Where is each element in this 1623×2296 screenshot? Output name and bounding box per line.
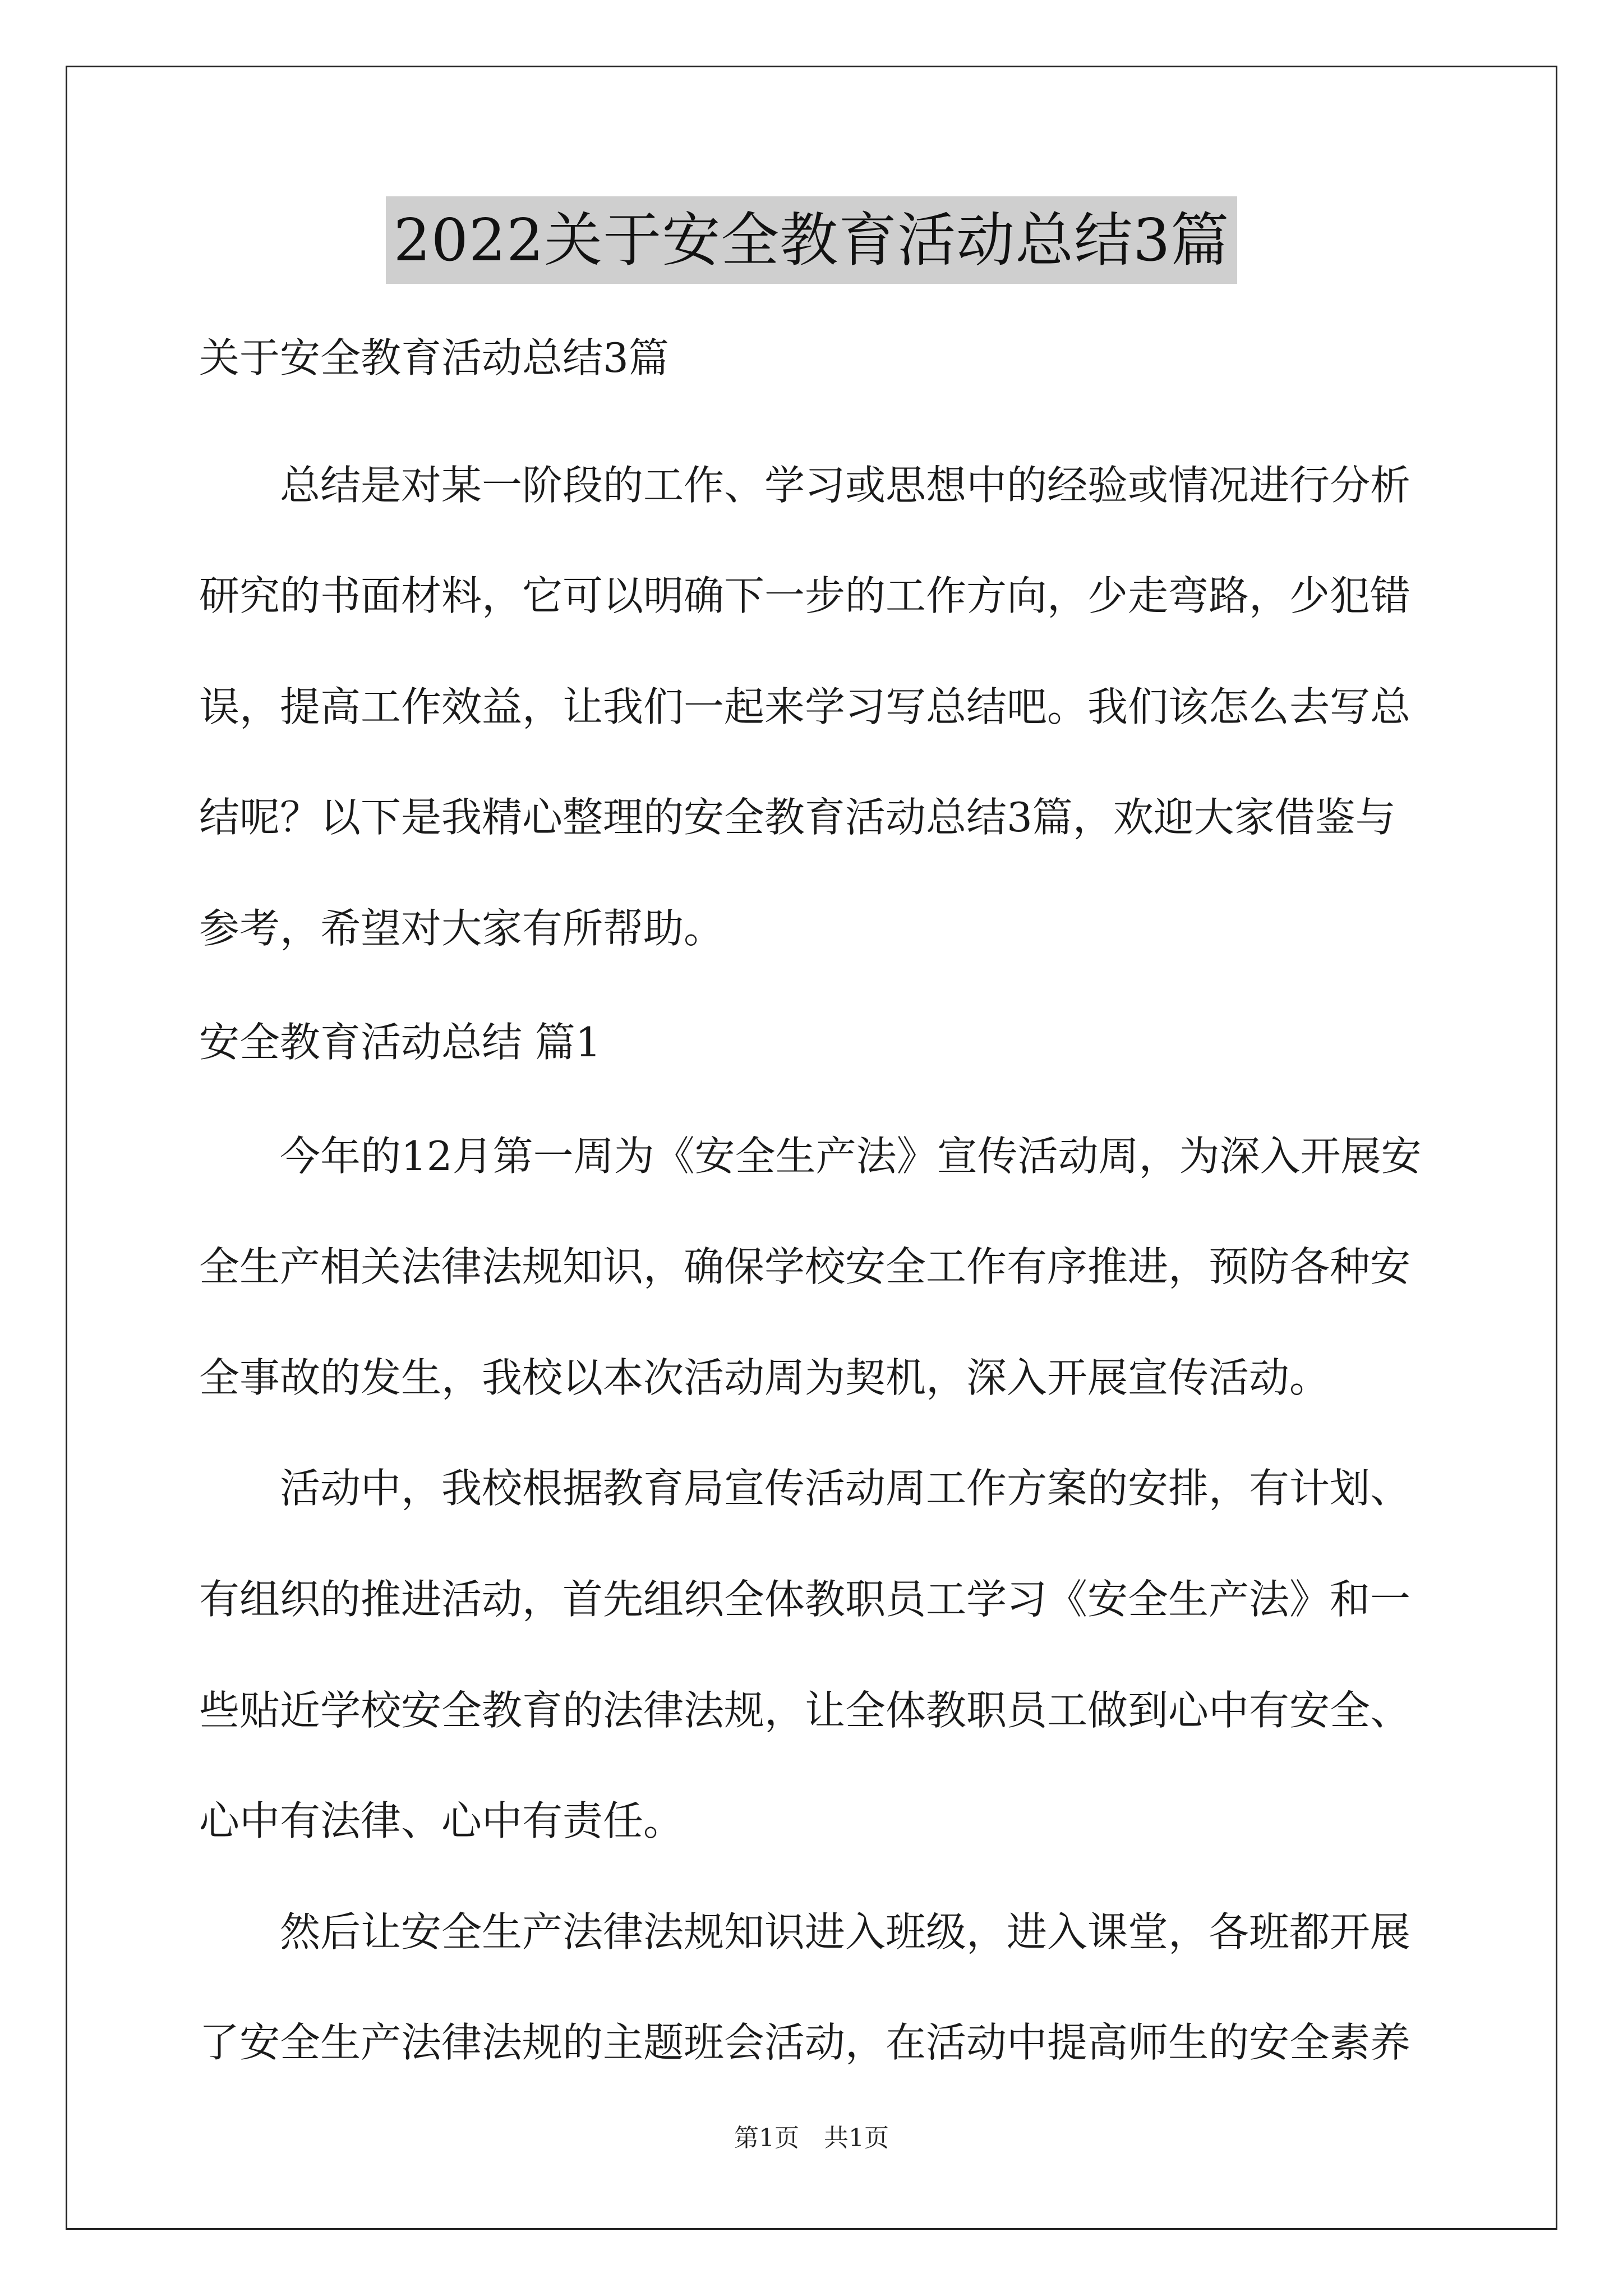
body-line: 心中有法律、心中有责任。 <box>199 1797 684 1844</box>
body-line: 活动中，我校根据教育局宣传活动周工作方案的安排，有计划、 <box>199 1465 1411 1512</box>
body-line: 总结是对某一阶段的工作、学习或思想中的经验或情况进行分析 <box>199 462 1411 509</box>
document-subtitle: 关于安全教育活动总结3篇 <box>199 334 669 381</box>
body-line: 有组织的推进活动，首先组织全体教职员工学习《安全生产法》和一 <box>199 1576 1411 1623</box>
document-title: 2022关于安全教育活动总结3篇 <box>386 196 1238 284</box>
body-line: 些贴近学校安全教育的法律法规，让全体教职员工做到心中有安全、 <box>199 1687 1411 1734</box>
section-heading: 安全教育活动总结 篇1 <box>199 1019 601 1066</box>
page-footer: 第1页 共1页 <box>734 2124 889 2152</box>
body-line: 然后让安全生产法律法规知识进入班级，进入课堂，各班都开展 <box>199 1908 1411 1955</box>
body-line: 今年的12月第一周为《安全生产法》宣传活动周，为深入开展安 <box>199 1133 1422 1180</box>
body-line: 全生产相关法律法规知识，确保学校安全工作有序推进，预防各种安 <box>199 1243 1411 1290</box>
title-wrap <box>0 196 1623 284</box>
body-line: 研究的书面材料，它可以明确下一步的工作方向，少走弯路，少犯错 <box>199 572 1411 619</box>
body-line: 参考，希望对大家有所帮助。 <box>199 905 725 952</box>
body-line: 结呢？以下是我精心整理的安全教育活动总结3篇，欢迎大家借鉴与 <box>199 794 1396 841</box>
body-line: 了安全生产法律法规的主题班会活动，在活动中提高师生的安全素养 <box>199 2019 1411 2066</box>
body-line: 全事故的发生，我校以本次活动周为契机，深入开展宣传活动。 <box>199 1354 1330 1401</box>
body-line: 误，提高工作效益，让我们一起来学习写总结吧。我们该怎么去写总 <box>199 683 1411 730</box>
